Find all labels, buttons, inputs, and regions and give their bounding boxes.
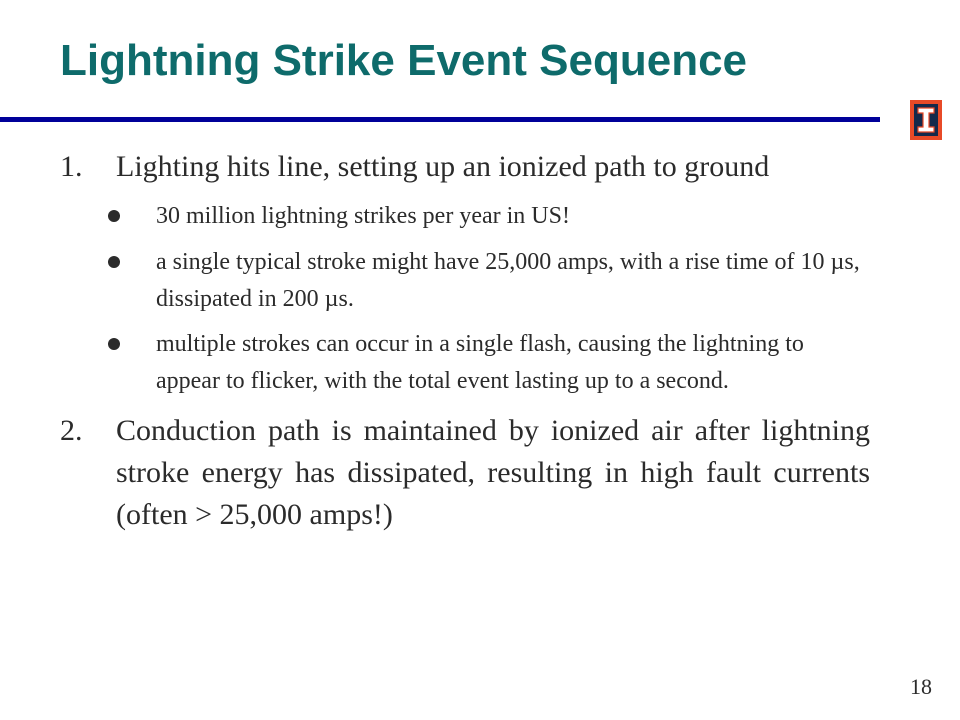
numbered-item-1 <box>60 146 870 188</box>
item-text: Lighting hits line, setting up an ionized path to ground <box>116 150 770 183</box>
list-item <box>60 244 870 318</box>
illinois-logo-icon <box>910 100 942 140</box>
numbered-item-2 <box>60 410 870 536</box>
slide-title: Lightning Strike Event Sequence <box>60 36 748 85</box>
bullet-dot-icon <box>60 198 156 236</box>
bullet-dot-icon <box>60 326 156 364</box>
item-number: 2. <box>60 414 83 447</box>
page-number: 18 <box>910 674 932 699</box>
sub-bullet-list <box>60 198 870 400</box>
list-item-text: a single typical stroke might have 25,000 amps, with a rise time of 10 µs, dissipated in 200 µs. <box>156 249 860 312</box>
list-item <box>60 326 870 400</box>
item-text: Conduction path is maintained by ionized air after lightning stroke energy has dissipated, resulting in high fault currents (often > 25,000 amps!) <box>116 414 870 531</box>
title-divider <box>0 117 880 122</box>
list-item-text: 30 million lightning strikes per year in US! <box>156 203 570 229</box>
list-item-text: multiple strokes can occur in a single flash, causing the lightning to appear to flicker, with the total event lasting up to a second. <box>156 331 804 394</box>
slide-content <box>60 146 870 536</box>
bullet-dot-icon <box>60 244 156 282</box>
item-number: 1. <box>60 150 83 183</box>
list-item <box>60 198 870 236</box>
